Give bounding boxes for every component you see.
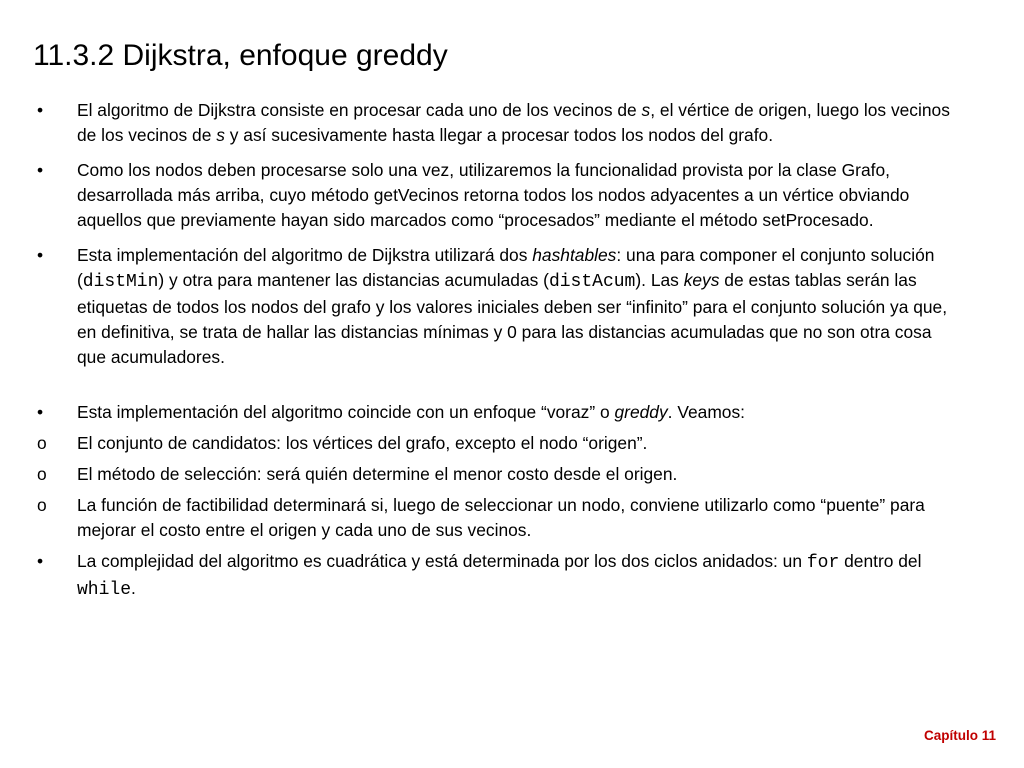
sub-bullet-marker: o — [37, 495, 47, 515]
code-while: while — [77, 580, 132, 600]
text-run: El método de selección: será quién determine el menor costo desde el origen. — [77, 464, 678, 484]
text-run: . — [131, 578, 136, 598]
text-run: y así sucesivamente hasta llegar a procesar todos los nodos del grafo. — [224, 125, 774, 145]
code-for: for — [806, 553, 840, 573]
sub-item-seleccion — [33, 462, 963, 487]
bullet-item-dijkstra-intro — [33, 98, 963, 148]
italic-s: s — [216, 125, 225, 145]
sub-item-candidatos — [33, 431, 963, 456]
text-run: : una para componer el conjunto solución ( — [77, 245, 935, 290]
text-run: ) y otra para mantener las distancias acumuladas ( — [158, 270, 549, 290]
text-run: El conjunto de candidatos: los vértices del grafo, excepto el nodo “origen”. — [77, 433, 648, 453]
bullet-item-grafo-class — [33, 158, 963, 233]
bullet-marker: • — [37, 245, 44, 265]
bullet-item-greedy — [33, 400, 963, 425]
text-run: ). Las — [635, 270, 684, 290]
text-run: Esta implementación del algoritmo coincide con un enfoque “voraz” o — [77, 402, 615, 422]
text-run: La complejidad del algoritmo es cuadrática y está determinada por los dos ciclos anidados: un — [77, 551, 807, 571]
italic-greedy: greddy — [614, 402, 668, 422]
chapter-footer: Capítulo 11 — [923, 728, 996, 743]
text-run: . Veamos: — [667, 402, 746, 422]
bullet-item-complejidad — [33, 549, 963, 603]
text-run: de estas tablas serán las etiquetas de todos los nodos del grafo y los valores iniciales deben ser “infinito” para el conjunto solución ya que, en definitiva, se trata de hallar las distancias mínimas y 0 para las distancias acumuladas que no son otra cosa que acumuladores. — [77, 270, 948, 367]
text-run: , el vértice de origen, luego los vecinos de los vecinos de — [77, 100, 950, 145]
text-run: El algoritmo de Dijkstra consiste en procesar cada uno de los vecinos de — [77, 100, 642, 120]
sub-bullet-marker: o — [37, 433, 47, 453]
text-run: La función de factibilidad determinará si, luego de seleccionar un nodo, conviene utilizarlo como “puente” para mejorar el costo entre el origen y cada uno de sus vecinos. — [77, 495, 925, 540]
text-run: Esta implementación del algoritmo de Dijkstra utilizará dos — [77, 245, 533, 265]
text-run: dentro del — [839, 551, 922, 571]
code-distmin: distMin — [82, 272, 159, 292]
text-run: Como los nodos deben procesarse solo una vez, utilizaremos la funcionalidad provista por la clase Grafo, desarrollada más arriba, cuyo método getVecinos retorna todos los nodos adyacentes a un vértice obviando aquellos que previamente hayan sido marcados como “procesados” mediante el método setProcesado. — [77, 160, 910, 230]
italic-hashtables: hashtables — [532, 245, 617, 265]
bullet-marker: • — [37, 100, 44, 120]
code-distacum: distAcum — [548, 272, 636, 292]
bullet-item-hashtables — [33, 243, 963, 370]
sub-bullet-marker: o — [37, 464, 47, 484]
slide-title: 11.3.2 Dijkstra, enfoque greddy — [33, 39, 448, 72]
slide-body — [33, 98, 963, 613]
bullet-marker: • — [37, 160, 44, 180]
italic-s: s — [641, 100, 651, 120]
sub-item-factibilidad — [33, 493, 963, 543]
bullet-marker: • — [37, 402, 44, 422]
italic-keys: keys — [683, 270, 720, 290]
bullet-marker: • — [37, 551, 44, 571]
